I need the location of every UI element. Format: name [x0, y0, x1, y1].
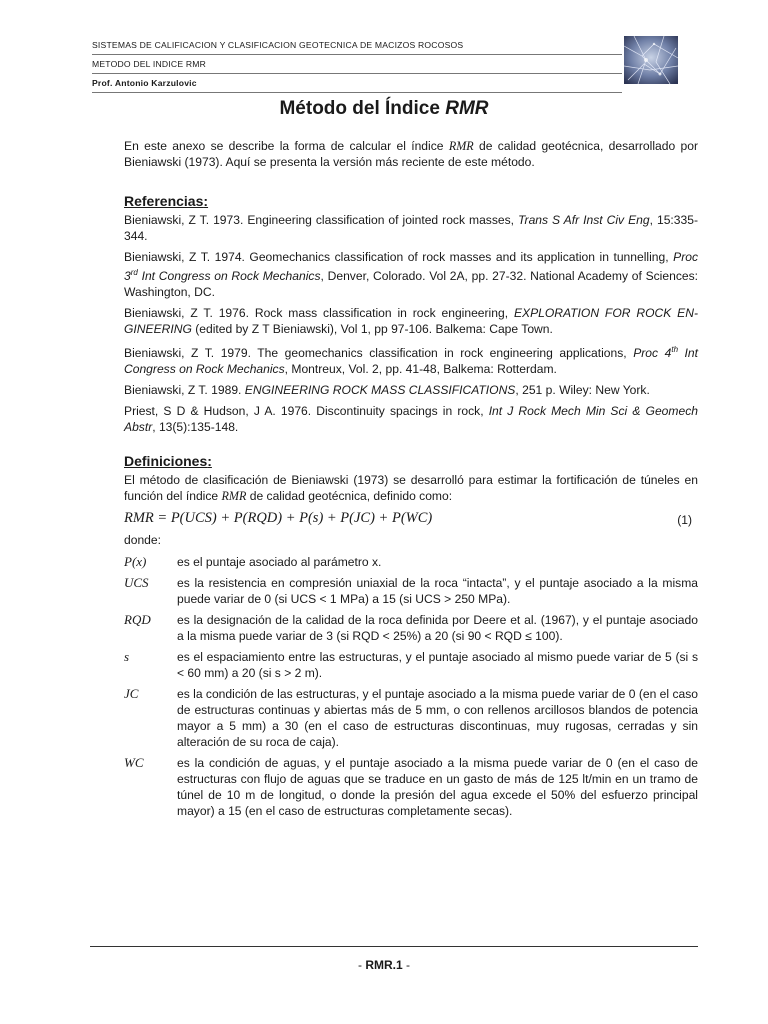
- page-header: [92, 36, 622, 93]
- equation-number: (1): [677, 513, 692, 528]
- definition-symbol: P(x): [124, 554, 147, 570]
- ref-source: EXPLORATION FOR ROCK EN-GINEERING: [124, 306, 698, 337]
- definition-text: es la condición de aguas, y el puntaje asociado a la misma puede variar de 0 (en el caso de estructuras con flujo de aguas que se traduce en un gasto de más de 125 lt/min en un tramo de túnel de 10 m de longitud, o donde la presión del agua excede el 50% del esfuerzo principal mayor) a 15 (en el caso de estructuras completamente secas).: [177, 756, 698, 819]
- ref-text: Bieniawski, Z T. 1979. The geomechanics classification in rock engineering applications,: [124, 346, 634, 361]
- document-title: [0, 98, 768, 120]
- definition-item: [124, 554, 698, 570]
- ref-superscript: rd: [130, 268, 138, 277]
- definition-text: es el puntaje asociado al parámetro x.: [177, 555, 382, 570]
- reference-item: [124, 342, 698, 377]
- ref-text: Bieniawski, Z T. 1973. Engineering classification of jointed rock masses,: [124, 213, 519, 227]
- definitions-intro-rmr: RMR: [221, 489, 247, 504]
- definition-text: es el espaciamiento entre las estructuras, y el puntaje asociado al mismo puede variar de 5 (si s < 60 mm) a 20 (si s > 2 m).: [177, 650, 698, 681]
- definition-item: [124, 575, 698, 607]
- references-heading: [124, 193, 698, 209]
- ref-source: Trans S Afr Inst Civ Eng: [518, 213, 650, 227]
- ref-source: Int Congress on Rock Mechanics: [137, 269, 321, 284]
- reference-item: [124, 249, 698, 300]
- donde-label: donde:: [124, 533, 161, 548]
- document-body: [124, 138, 698, 824]
- reference-item: [124, 305, 698, 337]
- definition-text: es la resistencia en compresión uniaxial de la roca “intacta”, y el puntaje asociado a la misma puede variar de 0 (si UCS < 1 MPa) a 15 (si UCS > 250 MPa).: [177, 576, 698, 607]
- definitions-intro-a: El método de clasificación de Bieniawski (1973) se desarrolló para estimar la fortificación de túneles en función del índice: [124, 473, 698, 504]
- ref-source: Int J Rock Mech Min Sci & Geomech Abstr: [124, 404, 698, 435]
- ref-text: Bieniawski, Z T. 1989.: [124, 383, 245, 398]
- footer-dash-right: -: [402, 958, 411, 972]
- definitions-heading-colon: :: [207, 453, 212, 470]
- ref-text: Priest, S D & Hudson, J A. 1976. Discontinuity spacings in rock,: [124, 404, 489, 419]
- title-rmr: RMR: [445, 98, 489, 119]
- page-number: RMR.1: [365, 958, 403, 972]
- ref-text: , Denver, Colorado. Vol 2A, pp. 27-32. National Academy of Sciences: Washington, DC.: [124, 269, 698, 300]
- ref-text: Bieniawski, Z T. 1974. Geomechanics classification of rock masses and its application in tunnelling,: [124, 250, 674, 264]
- ref-text: Bieniawski, Z T. 1976. Rock mass classification in rock engineering,: [124, 306, 514, 321]
- intro-text-b: de calidad geotécnica, desarrollado por Bieniawski (1973). Aquí se presenta la versión más reciente de este método.: [124, 139, 698, 169]
- footer-divider: [90, 946, 698, 947]
- definition-text: es la condición de las estructuras, y el puntaje asociado a la misma puede variar de 0 (en el caso de estructuras continuas y abiertas más de 5 mm, o con rellenos arcillosos blandos de potencia mayor a 5 mm) a 30 (en el caso de estructuras discontinuas, muy rugosas, cerradas y sin alteración de su roca de caja).: [177, 687, 698, 750]
- reference-item: [124, 212, 698, 244]
- ref-source: ENGINEERING ROCK MASS CLASSIFICATIONS: [244, 383, 516, 398]
- ref-text: , 15:335-344.: [124, 213, 699, 243]
- equation-formula: RMR = P(UCS) + P(RQD) + P(s) + P(JC) + P(WC): [124, 510, 433, 527]
- ref-source: Int Congress on Rock Mechanics: [124, 346, 699, 377]
- ref-text: (edited by Z T Bieniawski), Vol 1, pp 97-106. Balkema: Cape Town.: [191, 322, 553, 337]
- ref-text: , 251 p. Wiley: New York.: [515, 383, 650, 398]
- references-heading-text: Referencias: [124, 193, 204, 209]
- definition-item: [124, 755, 698, 819]
- ref-superscript: th: [671, 345, 679, 355]
- footer-dash-left: -: [357, 958, 366, 972]
- header-rock-image: [624, 36, 678, 84]
- title-text: Método del Índice: [279, 98, 446, 119]
- definition-symbol: UCS: [124, 575, 149, 591]
- definition-text: es la designación de la calidad de la roca definida por Deere et al. (1967), y el puntaje asociado a la misma puede variar de 3 (si RQD < 25%) a 20 (si 90 < RQD ≤ 100).: [177, 613, 698, 644]
- ref-source: Proc 4: [633, 346, 672, 361]
- references-heading-colon: :: [203, 193, 209, 209]
- definition-symbol: RQD: [124, 612, 151, 628]
- header-section-title: METODO DEL INDICE RMR: [92, 55, 622, 74]
- definition-symbol: WC: [124, 755, 144, 771]
- definition-symbol: JC: [124, 686, 139, 702]
- definitions-intro: [124, 472, 698, 504]
- definition-symbol: s: [124, 649, 130, 665]
- definition-item: [124, 649, 698, 681]
- ref-text: , Montreux, Vol. 2, pp. 41-48, Balkema: Rotterdam.: [284, 362, 557, 377]
- definitions-heading-text: Definiciones: [124, 453, 208, 470]
- equation-rmr: [124, 510, 698, 532]
- definition-item: [124, 686, 698, 750]
- reference-item: [124, 403, 698, 435]
- definition-item: [124, 612, 698, 644]
- header-author: Prof. Antonio Karzulovic: [92, 74, 622, 93]
- reference-item: [124, 382, 698, 398]
- ref-text: , 13(5):135-148.: [152, 420, 239, 435]
- page-footer: [0, 958, 768, 972]
- intro-paragraph: [124, 138, 698, 170]
- definitions-intro-b: de calidad geotécnica, definido como:: [246, 489, 453, 504]
- ref-source: Proc 3: [124, 250, 698, 284]
- intro-text-a: En este anexo se describe la forma de calcular el índice: [124, 139, 449, 153]
- header-course-title: SISTEMAS DE CALIFICACION Y CLASIFICACION GEOTECNICA DE MACIZOS ROCOSOS: [92, 36, 622, 55]
- intro-rmr: RMR: [448, 139, 474, 153]
- definitions-heading: [124, 453, 698, 469]
